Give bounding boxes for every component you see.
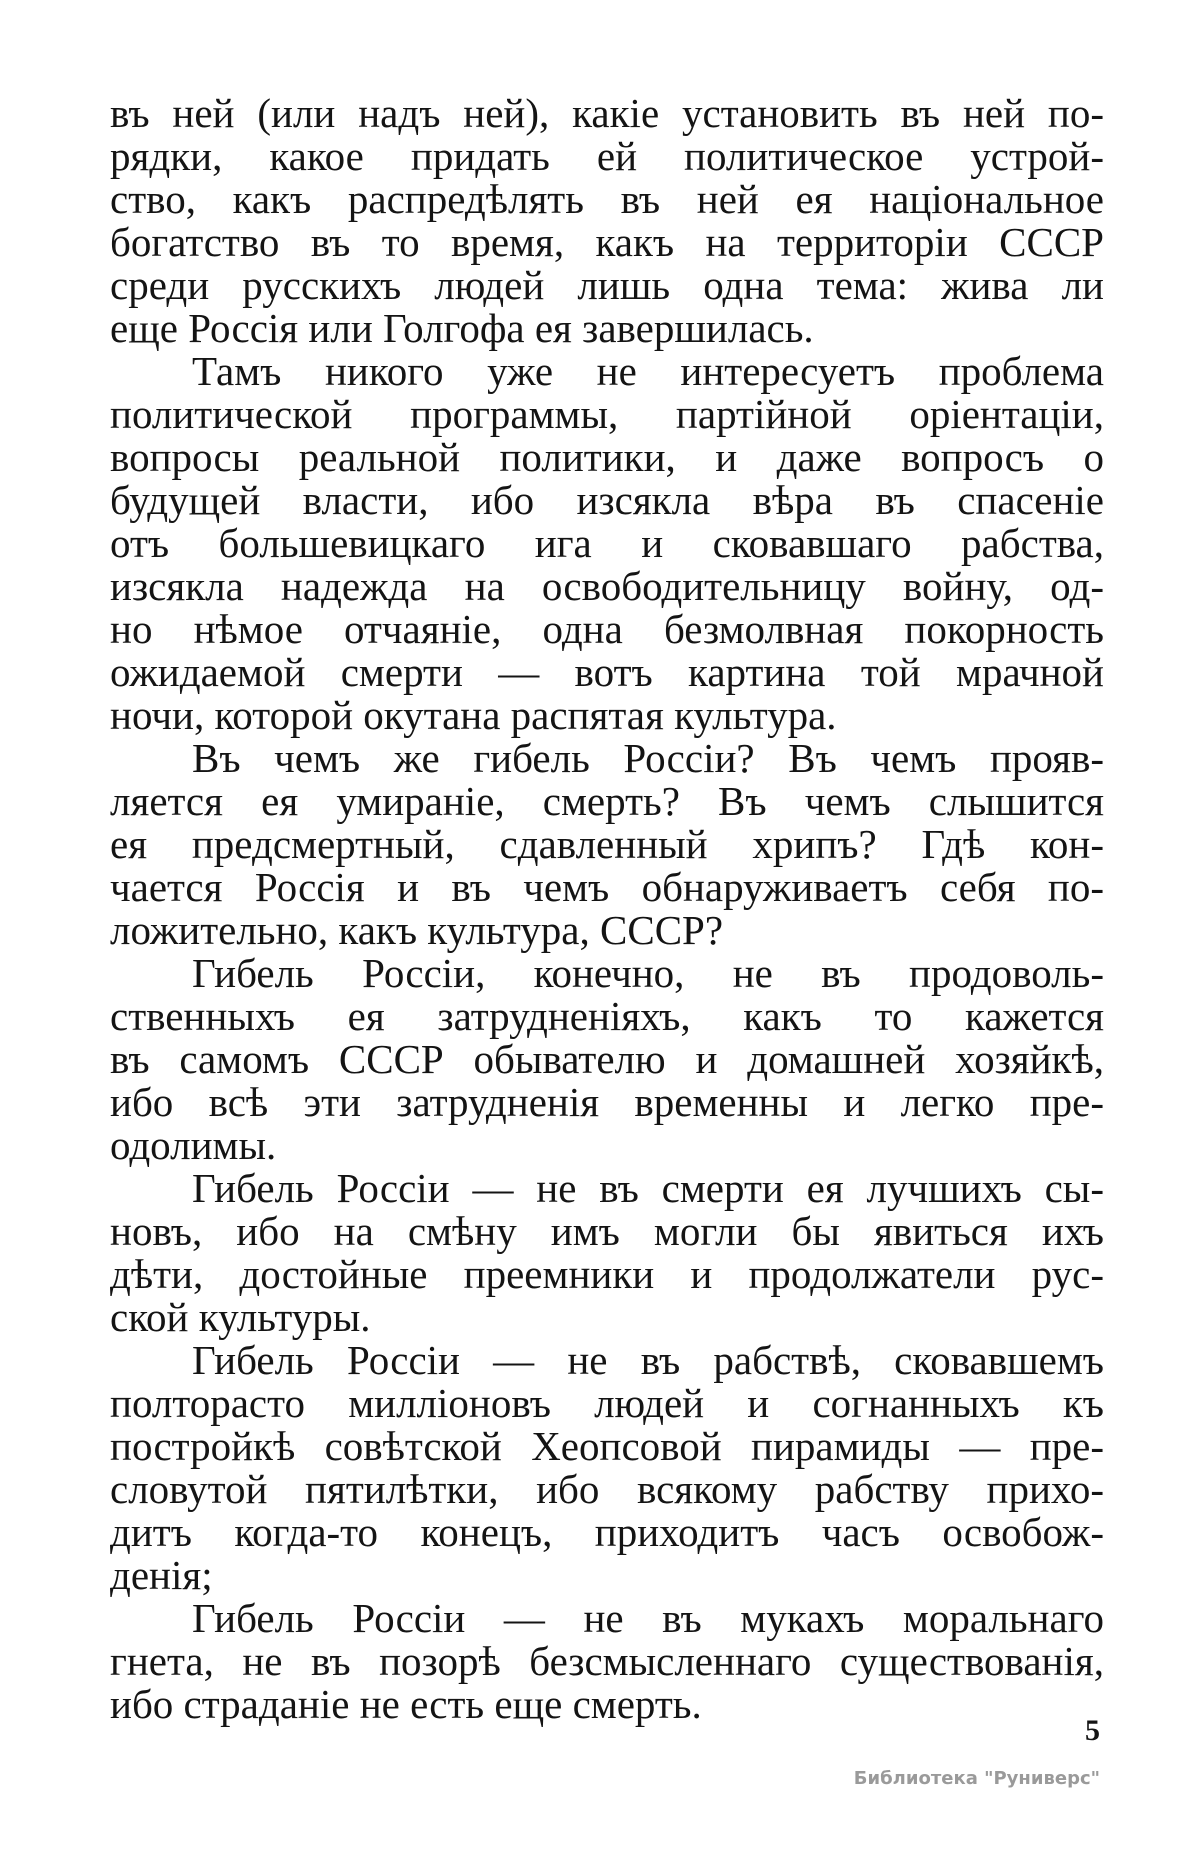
text-line: Тамъ никого уже не интересуетъ проблема <box>192 348 1104 394</box>
library-watermark: Библиотека "Руниверс" <box>853 1768 1100 1789</box>
text-line: богатство въ то время, какъ на территоріи СССР <box>110 219 1104 265</box>
text-line: новъ, ибо на смѣну имъ могли бы явиться ихъ <box>110 1208 1104 1254</box>
text-line: отъ большевицкаго ига и сковавшаго рабства, <box>110 520 1104 566</box>
text-line: Гибель Россіи, конечно, не въ продоволь- <box>192 950 1104 996</box>
text-line: ожидаемой смерти — вотъ картина той мрачной <box>110 649 1104 695</box>
text-line: будущей власти, ибо изсякла вѣра въ спасеніе <box>110 477 1104 523</box>
text-line: рядки, какое придать ей политическое устрой- <box>110 133 1104 179</box>
text-line: ской культуры. <box>110 1294 371 1340</box>
text-line: дитъ когда-то конецъ, приходитъ часъ освобож- <box>110 1509 1104 1555</box>
text-line: политической программы, партійной оріентаціи, <box>110 391 1104 437</box>
text-line: ибо всѣ эти затрудненія временны и легко пре- <box>110 1079 1104 1125</box>
text-line: ляется ея умираніе, смерть? Въ чемъ слышится <box>110 778 1104 824</box>
text-line: въ ней (или надъ ней), какіе установить въ ней по- <box>110 90 1104 136</box>
text-line: ея предсмертный, сдавленный хрипъ? Гдѣ кон- <box>110 821 1104 867</box>
text-line: гнета, не въ позорѣ безсмысленнаго существованія, <box>110 1638 1104 1684</box>
text-line: еще Россія или Голгофа ея завершилась. <box>110 305 814 351</box>
text-line: ночи, которой окутана распятая культура. <box>110 692 837 738</box>
text-line: ибо страданіе не есть еще смерть. <box>110 1681 702 1727</box>
body-text <box>110 92 1104 1726</box>
text-line: постройкѣ совѣтской Хеопсовой пирамиды — пре- <box>110 1423 1104 1469</box>
text-line: дѣти, достойные преемники и продолжатели рус- <box>110 1251 1104 1297</box>
text-line: вопросы реальной политики, и даже вопросъ о <box>110 434 1104 480</box>
text-line: изсякла надежда на освободительницу войну, од- <box>110 563 1104 609</box>
text-line: полторасто милліоновъ людей и согнанныхъ къ <box>110 1380 1104 1426</box>
text-line: но нѣмое отчаяніе, одна безмолвная покорность <box>110 606 1104 652</box>
text-line: словутой пятилѣтки, ибо всякому рабству прихо- <box>110 1466 1104 1512</box>
text-line: ство, какъ распредѣлять въ ней ея національное <box>110 176 1104 222</box>
text-line: среди русскихъ людей лишь одна тема: жива ли <box>110 262 1104 308</box>
page-number: 5 <box>1085 1714 1100 1747</box>
text-line: Въ чемъ же гибель Россіи? Въ чемъ прояв- <box>192 735 1104 781</box>
text-line: Гибель Россіи — не въ мукахъ моральнаго <box>192 1595 1104 1641</box>
text-line: ложительно, какъ культура, СССР? <box>110 907 724 953</box>
text-line: одолимы. <box>110 1122 277 1168</box>
text-line: Гибель Россіи — не въ рабствѣ, сковавшемъ <box>192 1337 1104 1383</box>
text-line: ственныхъ ея затрудненіяхъ, какъ то кажется <box>110 993 1104 1039</box>
text-line: денія; <box>110 1552 213 1598</box>
text-line: въ самомъ СССР обывателю и домашней хозяйкѣ, <box>110 1036 1104 1082</box>
text-line: чается Россія и въ чемъ обнаруживаетъ себя по- <box>110 864 1104 910</box>
text-line: Гибель Россіи — не въ смерти ея лучшихъ сы- <box>192 1165 1104 1211</box>
